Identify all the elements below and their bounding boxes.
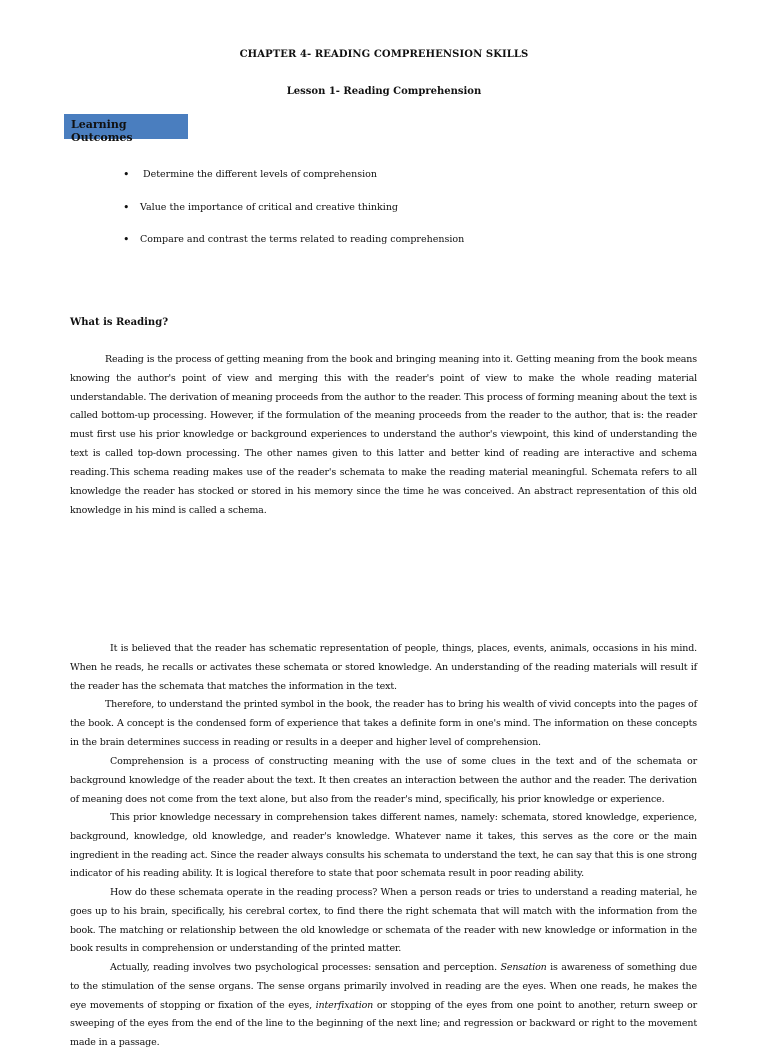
paragraph: This prior knowledge necessary in comprehension takes different names, namely: schemata, stored knowledge, experience, background, knowledge, old knowledge, and reader's knowledge. Whatever name it takes, this serves as the core or the main ingredient in the reading act. Since the reader always consults his schemata to understand the text, he can say that this is one strong indicator of his reading ability. It is logical therefore to state that poor schemata result in poor reading ability. — [70, 812, 697, 880]
paragraph: Therefore, to understand the printed symbol in the book, the reader has to bring his wealth of vivid concepts into the pages of the book. A concept is the condensed form of experience that takes a definite form in one's mind. The information on these concepts in the brain determines success in reading or results in a deeper and higher level of comprehension. — [70, 699, 697, 748]
paragraph-text: is awareness of something due to the stimulation of the sense organs. The sense organs primarily involved in reading are the eyes. When one reads, he makes the eye movements of stopping or fixation of the eyes, — [70, 962, 697, 1011]
learning-outcomes-heading: Learning Outcomes — [64, 114, 188, 139]
paragraph: It is believed that the reader has schematic representation of people, things, places, events, animals, occasions in his mind. When he reads, he recalls or activates these schemata or stored knowledge. An understanding of the reading materials will result if the reader has the schemata that matches the information in the text. — [70, 643, 697, 692]
term-interfixation: interfixation — [315, 999, 374, 1011]
paragraph-text: or stopping of the eyes from one point to another, return sweep or sweeping of the eyes from the end of the line to the beginning of the next line; and regression or backward or right to the movement made in a passage. — [70, 999, 697, 1049]
bullet-icon: • — [123, 200, 130, 214]
lesson-title: Lesson 1- Reading Comprehension — [286, 86, 482, 97]
paragraph — [70, 959, 697, 1053]
chapter-title: CHAPTER 4- READING COMPREHENSION SKILLS — [239, 49, 529, 60]
paragraph: Comprehension is a process of constructing meaning with the use of some clues in the text and of the schemata or background knowledge of the reader about the text. It then creates an interaction between the author and the reader. The derivation of meaning does not come from the text alone, but also from the reader's mind, specifically, his prior knowledge or experience. — [70, 756, 697, 805]
section-heading: What is Reading? — [70, 317, 169, 328]
outcome-text: Compare and contrast the terms related to reading comprehension — [140, 234, 465, 245]
paragraph: This schema reading makes use of the reader's schemata to make the reading material meaningful. Schemata refers to all knowledge the reader has stocked or stored in his memory since the time he was conceived. An abstract representation of this old knowledge in his mind is called a schema. — [70, 467, 697, 516]
list-item — [120, 233, 464, 266]
term-sensation: Sensation — [500, 962, 547, 973]
paragraph: How do these schemata operate in the reading process? When a person reads or tries to understand a reading material, he goes up to his brain, specifically, his cerebral cortex, to find there the right schemata that will match with the information from the book. The matching or relationship between the old knowledge or schemata of the reader with new knowledge or information in the book results in comprehension or understanding of the printed matter. — [70, 887, 697, 955]
list-item — [120, 201, 464, 234]
paragraph-text: Actually, reading involves two psychological processes: sensation and perception. — [110, 962, 501, 973]
outcome-text: Determine the different levels of comprehension — [143, 169, 377, 180]
bullet-icon: • — [123, 168, 130, 181]
outcome-text: Value the importance of critical and creative thinking — [140, 201, 399, 213]
learning-outcomes-list — [120, 168, 464, 266]
paragraph: Reading is the process of getting meaning from the book and bringing meaning into it. Getting meaning from the book means knowing the author's point of view and merging this with the reader's point of view to make the whole reading material understandable. The derivation of meaning proceeds from the author to the reader. This process of forming meaning about the text is called bottom-up processing. However, if the formulation of the meaning proceeds from the reader to the author, that is: the reader must first use his prior knowledge or background experiences to understand the author's viewpoint, this kind of understanding the text is called top-down processing. The other names given to this latter and better kind of reading are interactive and schema reading. — [70, 354, 697, 478]
list-item — [120, 168, 464, 201]
bullet-icon: • — [123, 233, 130, 246]
